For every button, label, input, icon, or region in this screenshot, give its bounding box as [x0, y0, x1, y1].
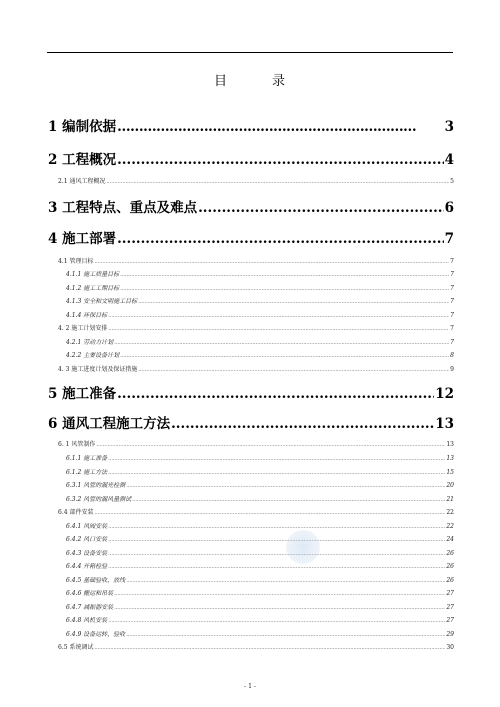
toc-entry-title: 6.3.2 风管的漏风量测试 [66, 496, 132, 503]
toc-entry[interactable] [66, 577, 454, 585]
toc-title-char-1: 目 [213, 74, 228, 89]
toc-dot-leader: …………………………………………………………… [117, 119, 417, 135]
toc-entry-title: 6. 1 风管制作 [58, 441, 96, 448]
toc-entry-title: 4. 2 施工计划安排 [58, 325, 108, 332]
toc-entry-title: 6 通风工程施工方法 [48, 416, 171, 432]
toc-entry-title: 4.2.2 主要设备计划 [66, 352, 120, 359]
toc-entry[interactable] [58, 258, 454, 266]
toc-page-number: 22 [446, 509, 454, 516]
toc-entry-title: 5 施工准备 [48, 386, 117, 402]
toc-entry-title: 6.1.1 施工准备 [66, 455, 108, 462]
toc-entry[interactable] [66, 352, 454, 360]
toc-dot-leader [108, 523, 445, 531]
toc-page-number: 4 [444, 152, 454, 168]
toc-dot-leader [132, 496, 445, 504]
toc-entry[interactable] [58, 509, 454, 517]
toc-dot-leader [108, 325, 449, 333]
toc-page-number: 27 [446, 590, 454, 597]
toc-dot-leader [108, 617, 445, 625]
toc-entry[interactable] [48, 416, 454, 432]
toc-entry-title: 6.4.8 风机安装 [66, 617, 108, 624]
toc-dot-leader [94, 509, 445, 517]
toc-page-number: 27 [446, 604, 454, 611]
toc-entry[interactable] [58, 325, 454, 333]
toc-page-number: 7 [444, 231, 454, 247]
toc-entry-title: 6.4.2 风口安装 [66, 536, 108, 543]
toc-page-number: 13 [446, 455, 454, 462]
toc-dot-leader [117, 386, 434, 402]
toc-page-number: 7 [450, 325, 454, 332]
toc-entry[interactable] [66, 536, 454, 544]
toc-dot-leader [138, 298, 449, 306]
toc-dot-leader [120, 285, 449, 293]
toc-entry[interactable] [66, 482, 454, 490]
toc-page-number: 7 [450, 271, 454, 278]
toc-entry[interactable] [66, 631, 454, 639]
toc-entry[interactable] [66, 590, 454, 598]
toc-entry[interactable] [66, 469, 454, 477]
toc-page-number: 30 [446, 644, 454, 651]
toc-entry-title: 6.4.9 设备运转、验收 [66, 631, 126, 638]
toc-page-number: 26 [446, 550, 454, 557]
toc-entry-title: 4.1.1 施工质量目标 [66, 271, 120, 278]
toc-title-char-2: 录 [272, 74, 287, 89]
toc-page-number: 5 [450, 178, 454, 185]
toc-dot-leader [126, 482, 445, 490]
toc-entry-title: 4 施工部署 [48, 231, 117, 247]
toc-page-number: 15 [446, 469, 454, 476]
toc-entry-title: 4.1 管理目标 [58, 258, 94, 265]
toc-dot-leader [117, 152, 444, 168]
toc-page-number: 26 [446, 563, 454, 570]
toc-page-number: 3 [444, 119, 454, 135]
toc-entry[interactable] [66, 271, 454, 279]
toc-entry-title: 4.2.1 劳动力计划 [66, 339, 114, 346]
toc-page-number: 7 [450, 258, 454, 265]
toc-entry[interactable] [48, 152, 454, 168]
toc-page-number: 7 [450, 285, 454, 292]
toc-dot-leader [198, 200, 444, 216]
toc-dot-leader [120, 352, 449, 360]
toc-entry-title: 4.1.3 安全和文明施工目标 [66, 298, 138, 305]
toc-entry-title: 6.4.7 减振器安装 [66, 604, 114, 611]
toc-entry-title: 6.4.6 搬运和吊装 [66, 590, 114, 597]
toc-page-number: 21 [446, 496, 454, 503]
toc-entry-title: 6.4.3 设备安装 [66, 550, 108, 557]
toc-page-number: 27 [446, 617, 454, 624]
watermark-logo [286, 530, 320, 564]
toc-dot-leader [126, 577, 445, 585]
toc-page-number: 13 [435, 416, 454, 432]
toc-entry[interactable] [66, 298, 454, 306]
toc-entry[interactable] [66, 496, 454, 504]
toc-dot-leader [126, 631, 445, 639]
toc-entry-title: 2 工程概况 [48, 152, 117, 168]
toc-entry[interactable] [66, 563, 454, 571]
toc-entry-title: 3 工程特点、重点及难点 [48, 200, 198, 216]
toc-entry[interactable] [58, 441, 454, 449]
toc-dot-leader [94, 644, 445, 652]
toc-entry[interactable] [66, 285, 454, 293]
toc-dot-leader [108, 312, 449, 320]
toc-entry-title: 6.4 部件安装 [58, 509, 94, 516]
toc-page-number: 7 [450, 312, 454, 319]
toc-dot-leader [108, 536, 445, 544]
toc-entry[interactable] [48, 231, 454, 247]
toc-dot-leader [114, 590, 445, 598]
toc-entry[interactable] [48, 200, 454, 216]
toc-page-number: 20 [446, 482, 454, 489]
toc-page-number: 26 [446, 577, 454, 584]
toc-dot-leader [108, 455, 445, 463]
page-number-footer: - 1 - [244, 683, 256, 690]
toc-entry[interactable] [66, 523, 454, 531]
toc-page-number: 7 [450, 298, 454, 305]
toc-entry-title: 6.4.5 基础验收、放线 [66, 577, 126, 584]
toc-dot-leader [117, 231, 444, 247]
toc-dot-leader [108, 563, 445, 571]
toc-entry[interactable] [66, 617, 454, 625]
toc-dot-leader [106, 178, 449, 186]
toc-entry-title: 6.3.1 风管的漏光检测 [66, 482, 126, 489]
toc-page-number: 12 [435, 386, 454, 402]
toc-page-number: 9 [450, 366, 454, 373]
toc-entry[interactable] [58, 178, 454, 186]
toc-entry[interactable] [66, 312, 454, 320]
toc-entry-title: 4.1.2 施工工期目标 [66, 285, 120, 292]
toc-page-number: 24 [446, 536, 454, 543]
toc-entry-title: 4. 3 施工进度计划及保证措施 [58, 366, 138, 373]
toc-entry-title: 1 编制依据 [48, 119, 117, 135]
toc-entry-title: 6.4.1 风阀安装 [66, 523, 108, 530]
toc-dot-leader [138, 366, 449, 374]
toc-entry-title: 6.4.4 开箱检验 [66, 563, 108, 570]
toc-entry[interactable] [66, 604, 454, 612]
toc-dot-leader [114, 604, 445, 612]
toc-entry-title: 6.1.2 施工方法 [66, 469, 108, 476]
toc-dot-leader [96, 441, 445, 449]
toc-entry[interactable] [48, 386, 454, 402]
toc-entry-title: 4.1.4 环保目标 [66, 312, 108, 319]
toc-entry[interactable] [48, 119, 454, 135]
toc-page-number: 7 [450, 339, 454, 346]
toc-dot-leader [171, 416, 434, 432]
toc-dot-leader [114, 339, 449, 347]
toc-dot-leader [120, 271, 449, 279]
toc-dot-leader [94, 258, 449, 266]
toc-dot-leader [108, 550, 445, 558]
toc-entry-title: 6.5 系统调试 [58, 644, 94, 651]
toc-dot-leader [108, 469, 445, 477]
toc-entry[interactable] [66, 339, 454, 347]
toc-page-number: 6 [444, 200, 454, 216]
toc-entry-title: 2.1 通风工程概况 [58, 178, 106, 185]
toc-page-number: 29 [446, 631, 454, 638]
toc-entry[interactable] [58, 644, 454, 652]
toc-page-number: 8 [450, 352, 454, 359]
toc-entry[interactable] [66, 455, 454, 463]
toc-entry[interactable] [58, 366, 454, 374]
toc-entry[interactable] [66, 550, 454, 558]
toc-page-number: 13 [446, 441, 454, 448]
toc-page-number: 22 [446, 523, 454, 530]
